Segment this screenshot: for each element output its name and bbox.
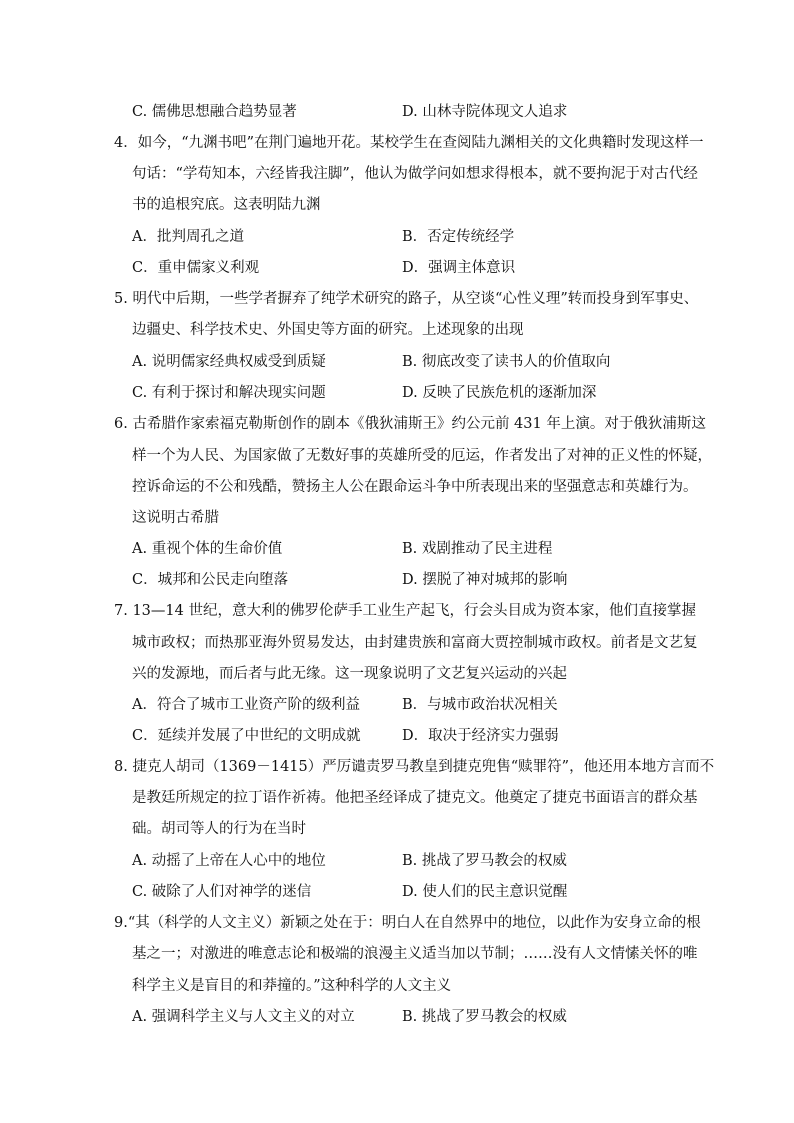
q8-stem-line-2: 是教廷所规定的拉丁语作祈祷。他把圣经译成了捷克文。他奠定了捷克书面语言的群众基 [132, 790, 698, 806]
q7-stem-line-3: 兴的发源地，而后者与此无缘。这一现象说明了文艺复兴运动的兴起 [132, 666, 567, 682]
q4-option-c: C．重申儒家义利观 [132, 260, 260, 276]
q5-option-b: B. 彻底改变了读书人的价值取向 [402, 354, 611, 370]
q6-option-b: B. 戏剧推动了民主进程 [402, 541, 553, 557]
q6-option-c: C．城邦和公民走向堕落 [132, 572, 289, 588]
q7-stem-line-2: 城市政权；而热那亚海外贸易发达，由封建贵族和富商大贾控制城市政权。前者是文艺复 [132, 635, 698, 651]
q5-option-d: D. 反映了民族危机的逐渐加深 [402, 385, 597, 401]
q6-stem-line-4: 这说明古希腊 [132, 510, 219, 526]
q7-option-c: C．延续并发展了中世纪的文明成就 [132, 728, 361, 744]
q7-option-d: D．取决于经济实力强弱 [402, 728, 559, 744]
q8-stem-line-3: 础。胡司等人的行为在当时 [132, 821, 306, 837]
q7-stem-line-1: 7. 13—14 世纪，意大利的佛罗伦萨手工业生产起飞，行会头目成为资本家，他们直接掌握 [114, 603, 696, 619]
q8-option-d: D. 使人们的民主意识觉醒 [402, 884, 568, 900]
q3-option-c: C. 儒佛思想融合趋势显著 [132, 104, 297, 120]
q5-option-a: A. 说明儒家经典权威受到质疑 [132, 354, 326, 370]
q8-option-a: A. 动摇了上帝在人心中的地位 [132, 853, 326, 869]
q4-stem-line-2: 句话：“学苟知本，六经皆我注脚”，他认为做学问如想求得根本，就不要拘泥于对古代经 [132, 166, 698, 182]
q8-stem-line-1: 8. 捷克人胡司（1369－1415）严厉谴责罗马教皇到捷克兜售“赎罪符”，他还用本地方言而不 [114, 759, 715, 775]
q7-option-a: A．符合了城市工业资产阶的级利益 [132, 697, 360, 713]
q4-option-d: D．强调主体意识 [402, 260, 516, 276]
q4-stem-line-1: 4．如今，“九渊书吧”在荆门遍地开花。某校学生在查阅陆九渊相关的文化典籍时发现这样一 [114, 135, 704, 151]
q9-stem-line-3: 科学主义是盲目的和莽撞的。”这种科学的人文主义 [132, 978, 452, 994]
q9-option-a: A. 强调科学主义与人文主义的对立 [132, 1009, 355, 1025]
q9-option-b: B. 挑战了罗马教会的权威 [402, 1009, 567, 1025]
q7-option-b: B．与城市政治状况相关 [402, 697, 558, 713]
q8-option-b: B. 挑战了罗马教会的权威 [402, 853, 567, 869]
q6-option-d: D. 摆脱了神对城邦的影响 [402, 572, 568, 588]
q6-stem-line-2: 样一个为人民、为国家做了无数好事的英雄所受的厄运，作者发出了对神的正义性的怀疑， [132, 448, 712, 464]
q4-stem-line-3: 书的追根究底。这表明陆九渊 [132, 197, 321, 213]
q6-option-a: A. 重视个体的生命价值 [132, 541, 283, 557]
q9-stem-line-1: 9.“其（科学的人文主义）新颖之处在于：明白人在自然界中的地位，以此作为安身立命的根 [114, 915, 701, 931]
q4-option-a: A．批判周孔之道 [132, 229, 244, 245]
q4-option-b: B．否定传统经学 [402, 229, 515, 245]
q5-option-c: C. 有利于探讨和解决现实问题 [132, 385, 326, 401]
q6-stem-line-3: 控诉命运的不公和残酷，赞扬主人公在跟命运斗争中所表现出来的坚强意志和英雄行为。 [132, 479, 698, 495]
q5-stem-line-1: 5. 明代中后期，一些学者摒弃了纯学术研究的路子，从空谈“心性义理”转而投身到军事史、 [114, 291, 699, 307]
q3-option-d: D. 山林寺院体现文人追求 [402, 104, 568, 120]
q6-stem-line-1: 6. 古希腊作家索福克勒斯创作的剧本《俄狄浦斯王》约公元前 431 年上演。对于俄狄浦斯这 [114, 416, 706, 432]
q9-stem-line-2: 基之一；对激进的唯意志论和极端的浪漫主义适当加以节制；……没有人文情愫关怀的唯 [132, 946, 698, 962]
q8-option-c: C. 破除了人们对神学的迷信 [132, 884, 312, 900]
q5-stem-line-2: 边疆史、科学技术史、外国史等方面的研究。上述现象的出现 [132, 322, 524, 338]
